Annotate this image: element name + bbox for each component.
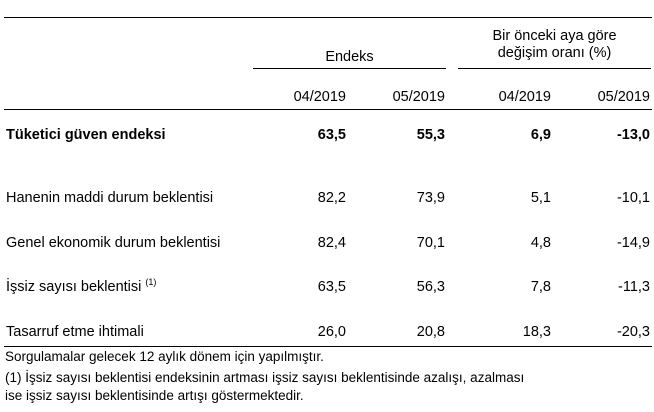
table-cell: 18,3 (522, 324, 551, 340)
table-cell: 5,1 (530, 190, 551, 206)
table-cell: 63,5 (317, 279, 346, 295)
top-rule (4, 17, 652, 18)
group-rule-index (253, 68, 446, 69)
table-cell: -10,1 (616, 190, 650, 206)
table-cell: 20,8 (416, 324, 445, 340)
table-cell: 56,3 (416, 279, 445, 295)
table-cell: 7,8 (530, 279, 551, 295)
table-cell: 63,5 (317, 127, 346, 143)
row-label-text: İşsiz sayısı beklentisi (6, 279, 142, 295)
table-cell: 55,3 (416, 127, 445, 143)
footnote-marker: (1) (145, 277, 157, 287)
column-header: 05/2019 (597, 89, 650, 105)
footnote-1-line2: ise işsiz sayısı beklentisinde artışı göstermektedir. (5, 388, 304, 403)
table-cell: 26,0 (317, 324, 346, 340)
column-header: 04/2019 (498, 89, 551, 105)
table-row-label: Tüketici güven endeksi (6, 127, 166, 143)
header-rule (4, 109, 652, 110)
table-cell: 82,4 (317, 235, 346, 251)
table-cell: 4,8 (530, 235, 551, 251)
column-header: 04/2019 (293, 89, 346, 105)
table-row-label: Tasarruf etme ihtimali (6, 324, 144, 340)
footnote-general: Sorgulamalar gelecek 12 aylık dönem için yapılmıştır. (5, 349, 324, 364)
table-cell: -20,3 (616, 324, 650, 340)
group-header-index: Endeks (325, 49, 374, 65)
group-header-change-line2: değişim oranı (%) (497, 45, 612, 61)
table-cell: 6,9 (530, 127, 551, 143)
column-header: 05/2019 (392, 89, 445, 105)
table-row-label: Hanenin maddi durum beklentisi (6, 190, 214, 206)
bottom-rule (4, 346, 652, 347)
table-cell: -11,3 (618, 279, 650, 295)
table-cell: 82,2 (317, 190, 346, 206)
footnote-1-line1: (1) İşsiz sayısı beklentisi endeksinin artması işsiz sayısı beklentisinde azalışı, azalması (5, 370, 525, 385)
table-cell: 70,1 (416, 235, 445, 251)
group-header-change-line1: Bir önceki aya göre (492, 28, 617, 44)
group-rule-change (458, 68, 651, 69)
table-cell: -13,0 (616, 127, 650, 143)
table-row-label: Genel ekonomik durum beklentisi (6, 235, 221, 251)
table-cell: 73,9 (416, 190, 445, 206)
table-row-label (6, 279, 156, 295)
table-cell: -14,9 (616, 235, 650, 251)
